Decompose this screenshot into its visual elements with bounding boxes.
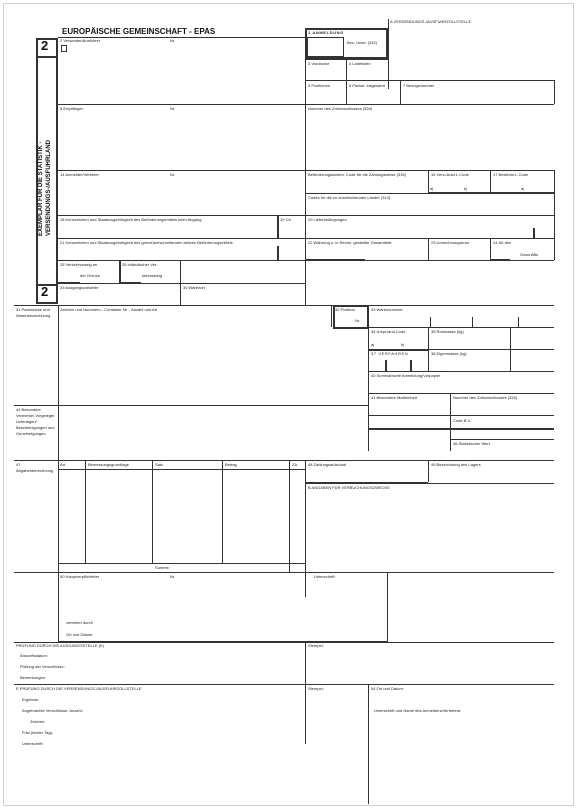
rule — [533, 228, 535, 238]
rule — [510, 327, 511, 371]
f5-label: 5 Positionen — [308, 83, 331, 88]
nr-label: Nr. — [170, 172, 176, 177]
rule — [388, 19, 389, 89]
rule — [368, 393, 554, 394]
anmeldung-label: 1 ANMELDUNG — [308, 30, 344, 35]
grenze-label: der Grenze — [80, 273, 101, 278]
rule — [305, 642, 306, 684]
rule — [58, 405, 59, 460]
rule — [58, 260, 554, 261]
bez-label: Bez. Urwd. (332) — [347, 40, 378, 45]
f20-label: 20 Lieferbedingungen — [308, 217, 347, 222]
code-laender-label: Codes für die zu durchfahrenden Länder (313) — [308, 195, 391, 200]
bemerk-label: Bemerkungen: — [20, 675, 47, 680]
rule — [400, 80, 401, 104]
rule — [430, 317, 431, 327]
rule — [222, 460, 223, 563]
kehrszweig-label: kehrszweig — [142, 273, 163, 278]
zeichen2-label: Zeichen: — [30, 719, 46, 724]
f44-label: 44 Besondere Vermerke/ Vorgelegte Unterlagen/ Bescheinigungen und Genehmigungen — [16, 407, 55, 436]
code-bv-label: Code B.V. — [453, 418, 471, 423]
f37-label: 37 VERFAHREN — [371, 351, 409, 356]
f6-label: 6 Packst. insgesamt — [349, 83, 385, 88]
rule — [472, 317, 473, 327]
rule — [385, 360, 387, 371]
b-label: b| — [401, 342, 405, 347]
rule — [277, 215, 279, 238]
rule — [14, 305, 554, 306]
f50-label: 50 Hauptverpflichteter — [60, 574, 100, 579]
copy-number-bottom-text: 2 — [41, 284, 49, 299]
rule — [85, 460, 86, 563]
a-label: a| — [371, 342, 375, 347]
stempel2-label: Stempel: — [308, 686, 324, 691]
f17-label: 17 Bestimm.L.Code — [493, 172, 529, 177]
angebracht-label: Angebrachte Verschlüsse: Anzahl: — [22, 708, 83, 713]
a-label: a| — [430, 186, 434, 191]
rule — [428, 349, 554, 350]
f41-label: 41 Besondere Maßeinheit — [371, 395, 417, 400]
f8-label: 8 Empfänger — [60, 106, 83, 111]
rule — [58, 305, 59, 405]
box-hauptverpflichteter — [58, 572, 388, 642]
rule — [58, 170, 554, 171]
rule — [490, 170, 491, 193]
f29-label: 29 Ausgangszollstelle — [60, 285, 99, 290]
rule — [58, 104, 554, 105]
rule — [305, 572, 306, 597]
rule — [450, 428, 554, 430]
rule — [58, 563, 305, 564]
office-a-label: A VERSENDUNGS-/AUSFUHRZOLLSTELLE — [390, 19, 472, 24]
f31-label: 31 Packstücke und Warenbezeichnung — [16, 307, 51, 318]
rule — [305, 460, 306, 572]
f21-label: 21 Kennzeichen und Staatszugehörigkeit des grenzüberschreitenden aktiven Beförderungsmittels — [60, 240, 233, 245]
rule — [554, 80, 555, 104]
rule — [554, 170, 555, 260]
b-label: b| — [464, 186, 468, 191]
rule — [518, 317, 519, 327]
f32-label: 32 Position — [335, 307, 355, 312]
rule — [410, 360, 412, 371]
strip-rule-right — [56, 58, 58, 284]
rule — [277, 246, 279, 260]
rule — [368, 415, 554, 416]
art-label: Art — [60, 462, 66, 467]
frist-label: Frist (letzter Tag): — [22, 730, 54, 735]
vertical-label-2: VERSENDUNGS-/AUSFUHRLAND — [46, 139, 52, 236]
rule — [305, 80, 555, 81]
code-befr-label: Beförderungskosten, Code für die Zahlungsweise (335) — [308, 172, 407, 177]
f2-label: 2 Versender/Ausführer — [60, 38, 101, 43]
geschaeft-label: Geschäfts — [520, 252, 539, 257]
ort-datum-label: Ort und Datum: — [66, 632, 94, 637]
f7-label: 7 Bezugsnummer — [403, 83, 435, 88]
f30-label: 30 Warenort — [183, 285, 205, 290]
nr-label: Nr. — [170, 38, 176, 43]
rule — [428, 238, 429, 260]
rule — [58, 460, 59, 572]
f23-label: 23 Umrechnungskurs — [431, 240, 470, 245]
f15-label: 15 Vers./Ausf.L.Code — [431, 172, 469, 177]
summe-label: Summe: — [155, 565, 170, 570]
ankunft-label: Ankunftsdatum: — [20, 653, 48, 658]
a-label: a| — [521, 186, 525, 191]
rule — [58, 238, 554, 239]
rule — [14, 460, 554, 461]
f49-label: 49 Bezeichnung des Lagers — [431, 462, 481, 467]
rule — [428, 460, 429, 482]
vertreten-label: vertreten durch — [66, 620, 93, 625]
rule — [368, 428, 450, 430]
bemess-label: Bemessungsgrundlage — [88, 462, 129, 467]
stempel-label: Stempel: — [308, 643, 324, 648]
nr-label: Nr. — [170, 106, 176, 111]
unterschrift-anm-label: Unterschrift und Name des Anmelders/Vertreters: — [374, 708, 462, 713]
rule — [305, 28, 306, 306]
rule — [450, 439, 554, 440]
f54-label: 54 Ort und Datum: — [371, 686, 404, 691]
satz-label: Satz — [155, 462, 164, 467]
rule — [305, 684, 306, 744]
f40-label: 40 Summarische Anmeldung/Vorpapier — [371, 373, 441, 378]
f4-label: 4 Ladelisten — [349, 61, 371, 66]
rule — [490, 238, 491, 260]
f19-label: 19 Ctr. — [280, 217, 292, 222]
f46-label: 46 Statistischer Wert — [453, 441, 490, 446]
checkbox[interactable] — [61, 45, 67, 52]
betrag-label: Betrag — [225, 462, 237, 467]
f25-label: 25 Verkehrszweig an — [60, 262, 98, 267]
rule — [58, 215, 554, 216]
anmeldung-cell-1[interactable] — [307, 37, 344, 57]
nr-zoll-label: Nummer des Zollverschlusses (328) — [308, 106, 373, 111]
rule — [450, 393, 451, 451]
za-label: ZA — [292, 462, 298, 467]
rule — [289, 460, 290, 572]
rule — [305, 483, 554, 484]
nr3-label: Nr. — [170, 574, 176, 579]
pruef-vers-label: Prüfung der Verschlüsse: — [20, 664, 65, 669]
f22-label: 22 Währung u. in Rechn. gestellter Gesamtbetr. — [308, 240, 393, 245]
rule — [331, 305, 332, 327]
rule — [368, 371, 554, 372]
rule — [58, 469, 305, 470]
copy-number-top-text: 2 — [41, 38, 49, 53]
rule — [119, 260, 121, 282]
rule — [368, 327, 554, 328]
rule — [14, 405, 369, 406]
vertical-label-1: EXEMPLAR FÜR DIE STATISTIK - — [38, 141, 44, 236]
f26-label: 26 Inländischer Ver- — [122, 262, 158, 267]
f24-label: 24 Art des — [493, 240, 512, 245]
rule — [346, 59, 347, 104]
f34-label: 34 Urspr.land Code — [371, 329, 406, 334]
bangaben-label: B ANGABEN FÜR VERBUCHUNGSZWECKE — [308, 485, 390, 490]
f14-label: 14 Anmelder/Vertreter — [60, 172, 99, 177]
rule — [368, 684, 369, 804]
rule — [305, 193, 554, 194]
unterschrift-label: Unterschrift: — [314, 574, 336, 579]
e-pruef-label: E PRÜFUNG DURCH DIE VERSENDUNGS-/AUSFUHRZOLLSTELLE — [16, 686, 142, 691]
rule — [152, 460, 153, 563]
nr2-label: Nr. — [355, 318, 361, 323]
pruefung-label: PRÜFUNG DURCH DIE AUSGANGSSTELLE (K) — [16, 643, 105, 648]
unterschrift2-label: Unterschrift: — [22, 741, 44, 746]
rule — [428, 170, 429, 193]
f47-label: 47 Abgabenberechnung — [16, 462, 54, 473]
f38-label: 38 Eigenmasse (kg) — [431, 351, 467, 356]
rule — [58, 283, 306, 284]
f3-label: 3 Vordrucke — [308, 61, 330, 66]
form-title: EUROPÄISCHE GEMEINSCHAFT - EPAS — [62, 27, 216, 36]
f48-label: 48 Zahlungsaufschub — [308, 462, 347, 467]
ergebnis-label: Ergebnis: — [22, 697, 39, 702]
zeichen-label: Zeichen und Nummern - Container Nr. - Anzahl und Art — [60, 307, 158, 312]
f35-label: 35 Rohmasse (kg) — [431, 329, 464, 334]
f18-label: 18 Kennzeichen und Staatszugehörigkeit des Beförderungsmittels beim Abgang — [60, 217, 202, 222]
f33-label: 33 Warennummer — [371, 307, 403, 312]
nr-zoll2-label: Nummer des Zollverschlusses (328) — [453, 395, 518, 400]
rule — [14, 684, 554, 685]
